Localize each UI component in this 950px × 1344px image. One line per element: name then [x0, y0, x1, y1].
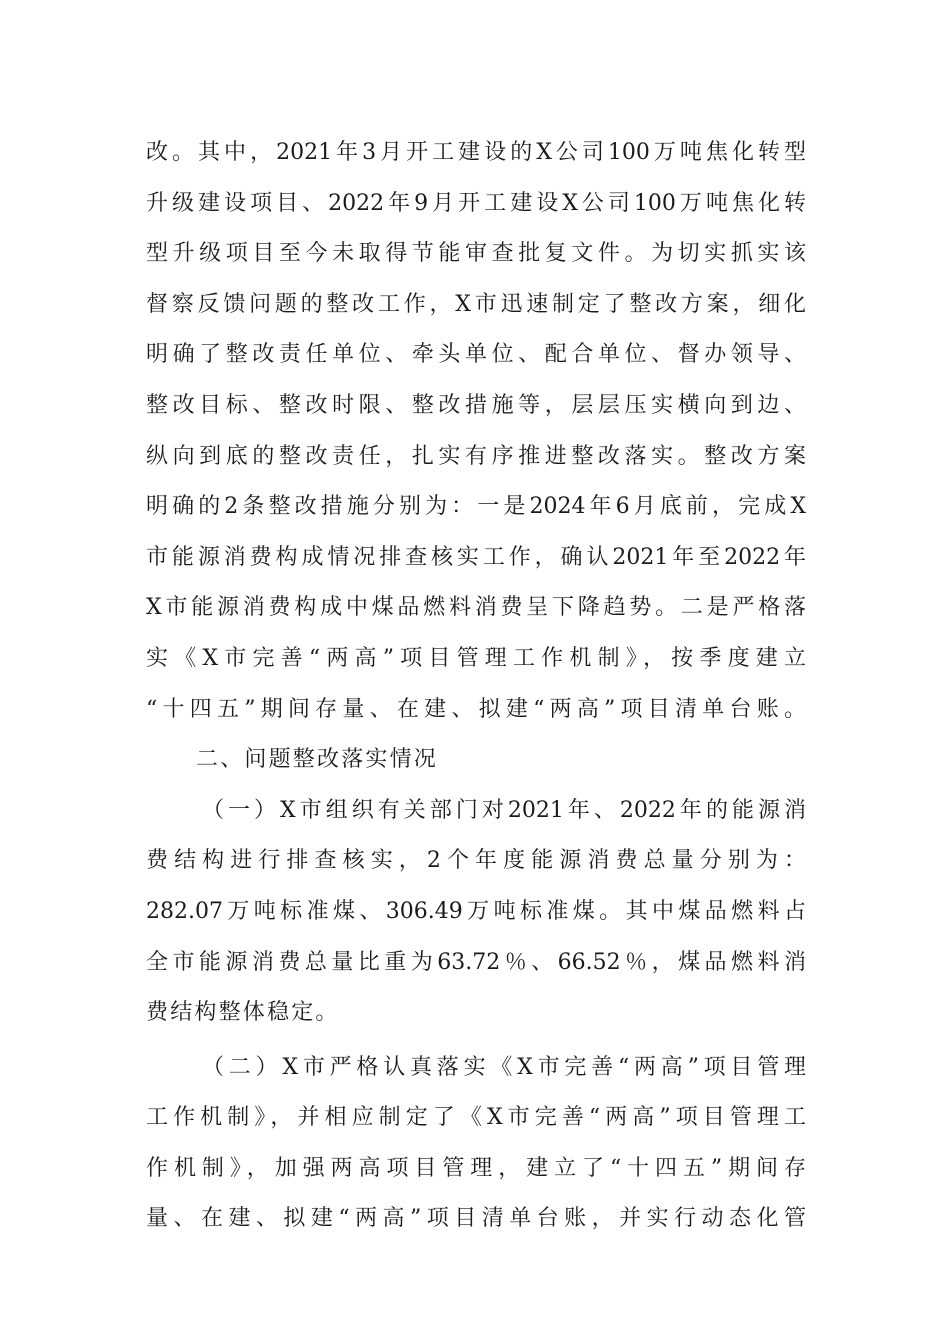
paragraph-line: “十四五”期间存量、在建、拟建“两高”项目清单台账。	[146, 696, 806, 722]
paragraph-line: （一）X市组织有关部门对2021年、2022年的能源消	[202, 797, 806, 823]
paragraph-line: （二）X市严格认真落实《X市完善“两高”项目管理	[202, 1054, 806, 1080]
paragraph-line: 全市能源消费总量比重为63.72％、66.52％，煤品燃料消	[146, 949, 806, 975]
paragraph-line: 明确了整改责任单位、牵头单位、配合单位、督办领导、	[146, 342, 806, 368]
paragraph-line: 纵向到底的整改责任，扎实有序推进整改落实。整改方案	[146, 443, 806, 469]
paragraph-line: 费结构进行排查核实，2个年度能源消费总量分别为：	[146, 848, 806, 874]
paragraph-line: 量、在建、拟建“两高”项目清单台账，并实行动态化管	[146, 1206, 806, 1232]
paragraph-line: X市能源消费构成中煤品燃料消费呈下降趋势。二是严格落	[146, 595, 806, 621]
paragraph-line: 明确的2条整改措施分别为：一是2024年6月底前，完成X	[146, 494, 806, 520]
paragraph-line: 作机制》，加强两高项目管理，建立了“十四五”期间存	[146, 1155, 806, 1181]
document-body	[146, 128, 806, 1245]
paragraph-line: 实《X市完善“两高”项目管理工作机制》，按季度建立	[146, 645, 806, 671]
paragraph-line: 督察反馈问题的整改工作，X市迅速制定了整改方案，细化	[146, 291, 806, 317]
paragraph-line: 整改目标、整改时限、整改措施等，层层压实横向到边、	[146, 392, 806, 418]
paragraph-line: 市能源消费构成情况排查核实工作，确认2021年至2022年	[146, 544, 806, 570]
paragraph-line: 费结构整体稳定。	[146, 1000, 340, 1026]
paragraph-line: 改。其中，2021年3月开工建设的X公司100万吨焦化转型	[146, 140, 806, 165]
paragraph-line: 升级建设项目、2022年9月开工建设X公司100万吨焦化转	[146, 190, 806, 216]
paragraph-line: 型升级项目至今未取得节能审查批复文件。为切实抓实该	[146, 241, 806, 267]
paragraph-line: 282.07万吨标准煤、306.49万吨标准煤。其中煤品燃料占	[146, 898, 806, 924]
paragraph-line: 工作机制》，并相应制定了《X市完善“两高”项目管理工	[146, 1105, 806, 1131]
section-heading: 二、问题整改落实情况	[196, 747, 439, 773]
